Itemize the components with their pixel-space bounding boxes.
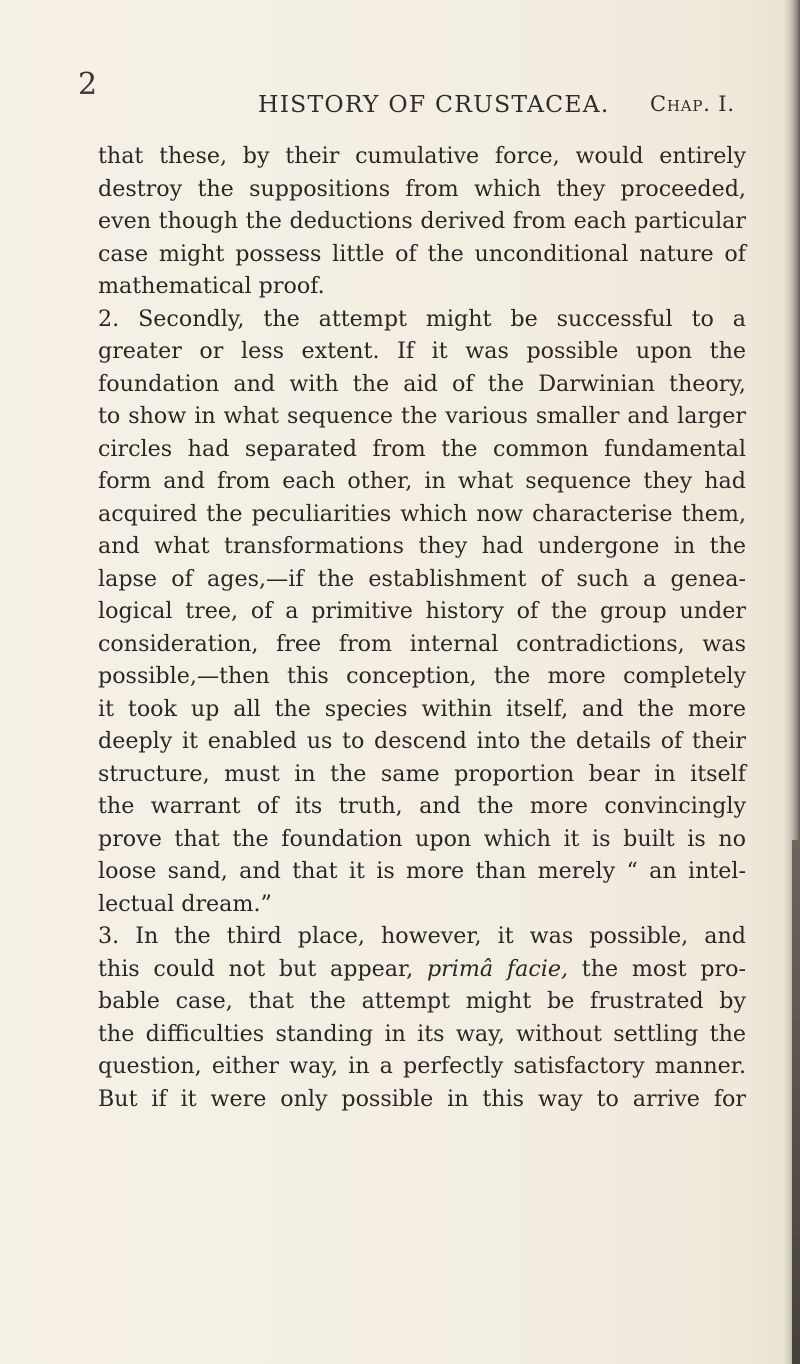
text-line: possible,—then this conception, the more completely [98,663,746,689]
running-title: HISTORY OF CRUSTACEA. [258,90,610,118]
text-line: prove that the foundation upon which it is built is no [98,825,746,852]
text-line: question, either way, in a perfectly satisfactory manner. [98,1053,746,1079]
text-line: lectual dream.” [98,890,272,917]
text-line: loose sand, and that it is more than merely “ an intel- [98,858,746,884]
text-line: bable case, that the attempt might be frustrated by [98,988,746,1014]
body-text [98,140,746,1115]
text-line: foundation and with the aid of the Darwinian theory, [98,370,746,397]
chapter-label: Chap. I. [650,92,735,116]
text-line: logical tree, of a primitive history of the group under [98,598,746,624]
text-line: mathematical proof. [98,273,325,299]
text-line: But if it were only possible in this way to arrive for [98,1085,746,1112]
text-line: lapse of ages,—if the establishment of such a genea- [98,565,746,592]
text-line: it took up all the species within itself, and the more [98,695,746,722]
text-line: circles had separated from the common fundamental [98,435,746,462]
text-line: 3. In the third place, however, it was possible, and [98,923,746,949]
text-line: that these, by their cumulative force, would entirely [98,143,746,169]
text-line: form and from each other, in what sequence they had [98,468,746,494]
text-fragment: the most pro- [581,955,746,982]
page-edge-binding [792,840,800,1364]
text-line: acquired the peculiarities which now characterise them, [98,500,746,527]
text-line: consideration, free from internal contradictions, was [98,630,746,657]
text-line: greater or less extent. If it was possible upon the [98,338,746,364]
text-line: to show in what sequence the various smaller and larger [98,403,746,429]
text-line: the difficulties standing in its way, without settling the [98,1020,746,1047]
text-line: case might possess little of the unconditional nature of [98,240,746,267]
text-line: structure, must in the same proportion bear in itself [98,760,746,787]
text-line: deeply it enabled us to descend into the details of their [98,728,746,754]
text-line: and what transformations they had undergone in the [98,533,746,559]
text-line-with-italic [98,953,746,986]
text-fragment: this could not but appear, [98,955,414,982]
text-line: the warrant of its truth, and the more convincingly [98,793,746,819]
italic-phrase: primâ facie, [426,955,569,982]
text-line: destroy the suppositions from which they proceeded, [98,175,746,202]
text-line: even though the deductions derived from each particular [98,208,746,234]
page-number: 2 [78,67,98,102]
text-line: 2. Secondly, the attempt might be successful to a [98,305,746,332]
